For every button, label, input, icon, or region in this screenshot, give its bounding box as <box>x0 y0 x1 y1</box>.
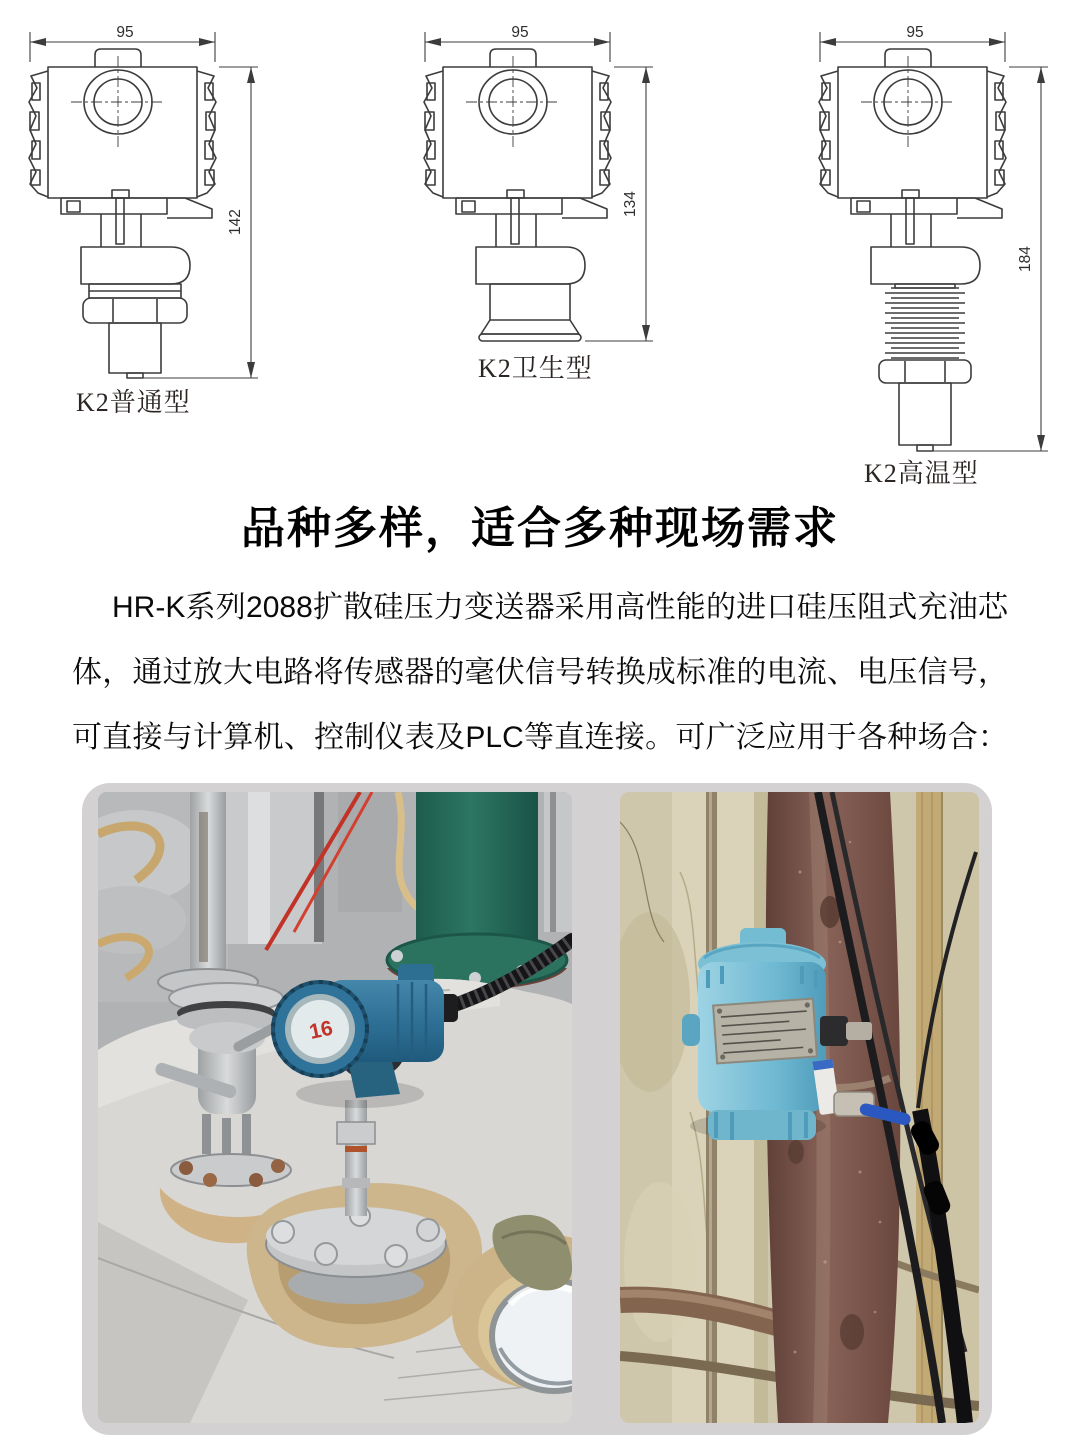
description-line: 可直接与计算机、控制仪表及PLC等直连接。可广泛应用于各种场合： <box>72 721 1008 754</box>
height-dimension-value: 134 <box>622 191 639 217</box>
heatsink-fins <box>885 288 965 358</box>
installation-photos-panel <box>82 783 992 1435</box>
photo-pipe-installation <box>620 792 979 1423</box>
width-dimension-value: 95 <box>116 24 134 41</box>
width-dimension <box>425 24 610 62</box>
diagram-label-high-temp: K2高温型 <box>864 459 979 488</box>
width-dimension <box>820 24 1005 62</box>
description-line: HR-K系列2088扩散硅压力变送器采用高性能的进口硅压阻式充油芯 <box>112 591 1008 624</box>
nameplate <box>713 999 817 1064</box>
process-connection-high-temp <box>871 247 980 451</box>
photo-tank-top-installation <box>98 792 572 1423</box>
k2-standard-dimension-drawing <box>15 22 265 390</box>
diagram-label-sanitary: K2卫生型 <box>478 354 593 383</box>
width-dimension-value: 95 <box>906 24 924 41</box>
section-heading: 品种多样，适合多种现场需求 <box>241 504 839 553</box>
diagram-label-standard: K2普通型 <box>76 388 191 417</box>
k2-sanitary-dimension-drawing <box>410 22 660 367</box>
height-dimension-value: 184 <box>1017 246 1034 272</box>
description-line: 体，通过放大电路将传感器的毫伏信号转换成标准的电流、电压信号， <box>72 656 1008 689</box>
width-dimension <box>30 24 215 62</box>
height-dimension-value: 142 <box>227 209 244 235</box>
k2-high-temp-dimension-drawing <box>805 22 1055 462</box>
process-connection-standard <box>81 247 190 378</box>
gauge-display-value: 16 <box>307 1016 335 1044</box>
width-dimension-value: 95 <box>511 24 529 41</box>
process-connection-sanitary <box>476 247 585 341</box>
product-description <box>72 575 1008 770</box>
